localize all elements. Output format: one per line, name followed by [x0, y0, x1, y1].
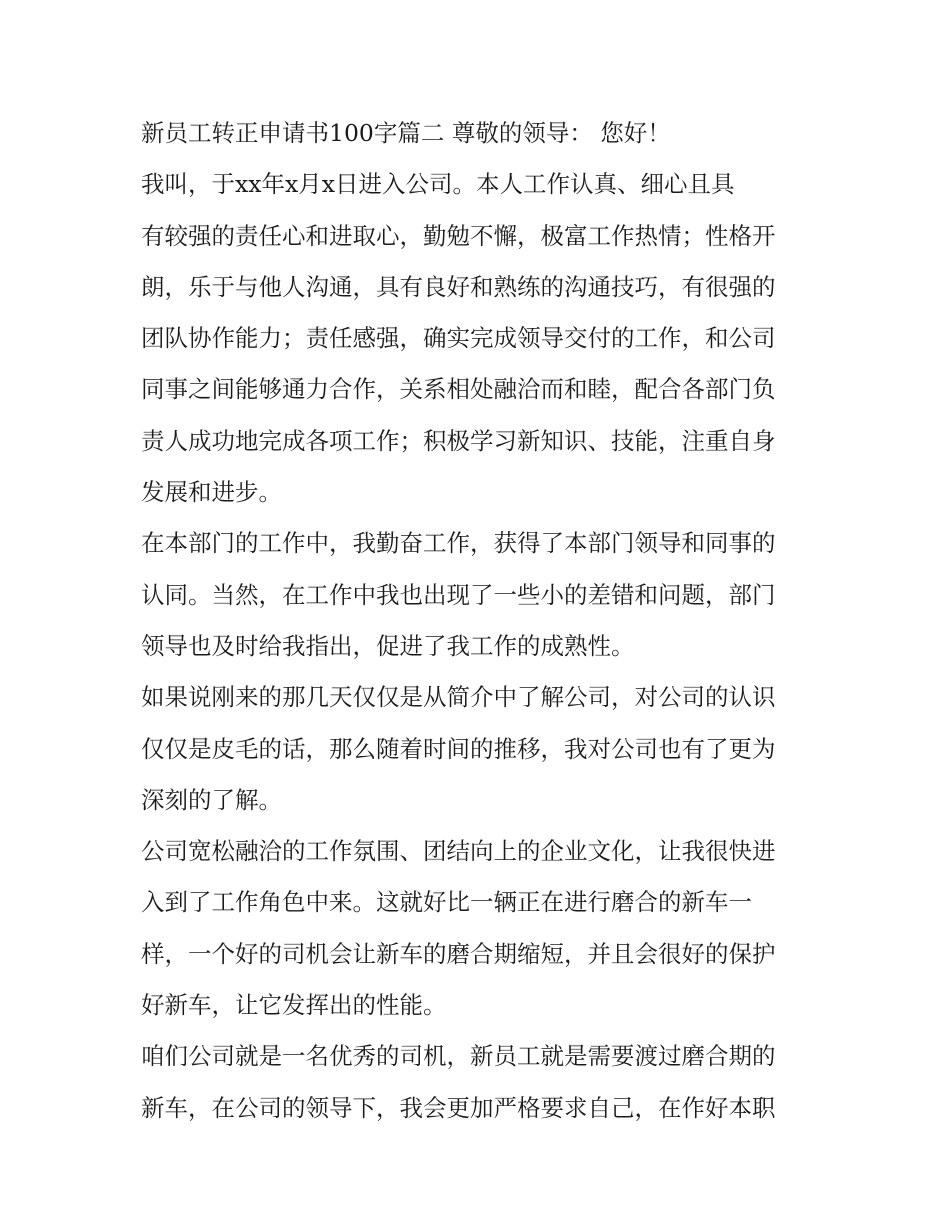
text-line: 深刻的了解。 — [141, 785, 282, 814]
text-line: 如果说刚来的那几天仅仅是从简介中了解公司，对公司的认识 — [141, 683, 776, 712]
text-line: 发展和进步。 — [141, 478, 282, 507]
text-line: 责人成功地完成各项工作；积极学习新知识、技能，注重自身 — [141, 426, 776, 455]
text-line: 公司宽松融洽的工作氛围、团结向上的企业文化，让我很快进 — [141, 837, 776, 866]
title-line: 新员工转正申请书100字篇二 尊敬的领导： 您好！ — [141, 119, 671, 147]
text-line: 团队协作能力；责任感强，确实完成领导交付的工作，和公司 — [141, 324, 776, 353]
text-line: 有较强的责任心和进取心，勤勉不懈，极富工作热情；性格开 — [141, 221, 776, 250]
text-line: 好新车，让它发挥出的性能。 — [141, 991, 447, 1020]
text-line: 仅仅是皮毛的话，那么随着时间的推移，我对公司也有了更为 — [141, 734, 776, 763]
text-line: 新车，在公司的领导下，我会更加严格要求自己，在作好本职 — [141, 1093, 776, 1122]
document-body — [141, 108, 821, 1134]
text-line: 样，一个好的司机会让新车的磨合期缩短，并且会很好的保护 — [141, 939, 776, 968]
text-line: 同事之间能够通力合作，关系相处融洽而和睦，配合各部门负 — [141, 375, 776, 404]
text-line: 朗，乐于与他人沟通，具有良好和熟练的沟通技巧，有很强的 — [141, 272, 776, 301]
text-line: 在本部门的工作中，我勤奋工作，获得了本部门领导和同事的 — [141, 529, 776, 558]
text-line: 入到了工作角色中来。这就好比一辆正在进行磨合的新车一 — [141, 888, 752, 917]
text-line: 认同。当然，在工作中我也出现了一些小的差错和问题，部门 — [141, 580, 776, 609]
text-line: 领导也及时给我指出，促进了我工作的成熟性。 — [141, 631, 635, 660]
text-line: 咱们公司就是一名优秀的司机，新员工就是需要渡过磨合期的 — [141, 1042, 776, 1071]
text-line: 我叫，于xx年x月x日进入公司。本人工作认真、细心且具 — [141, 170, 735, 199]
